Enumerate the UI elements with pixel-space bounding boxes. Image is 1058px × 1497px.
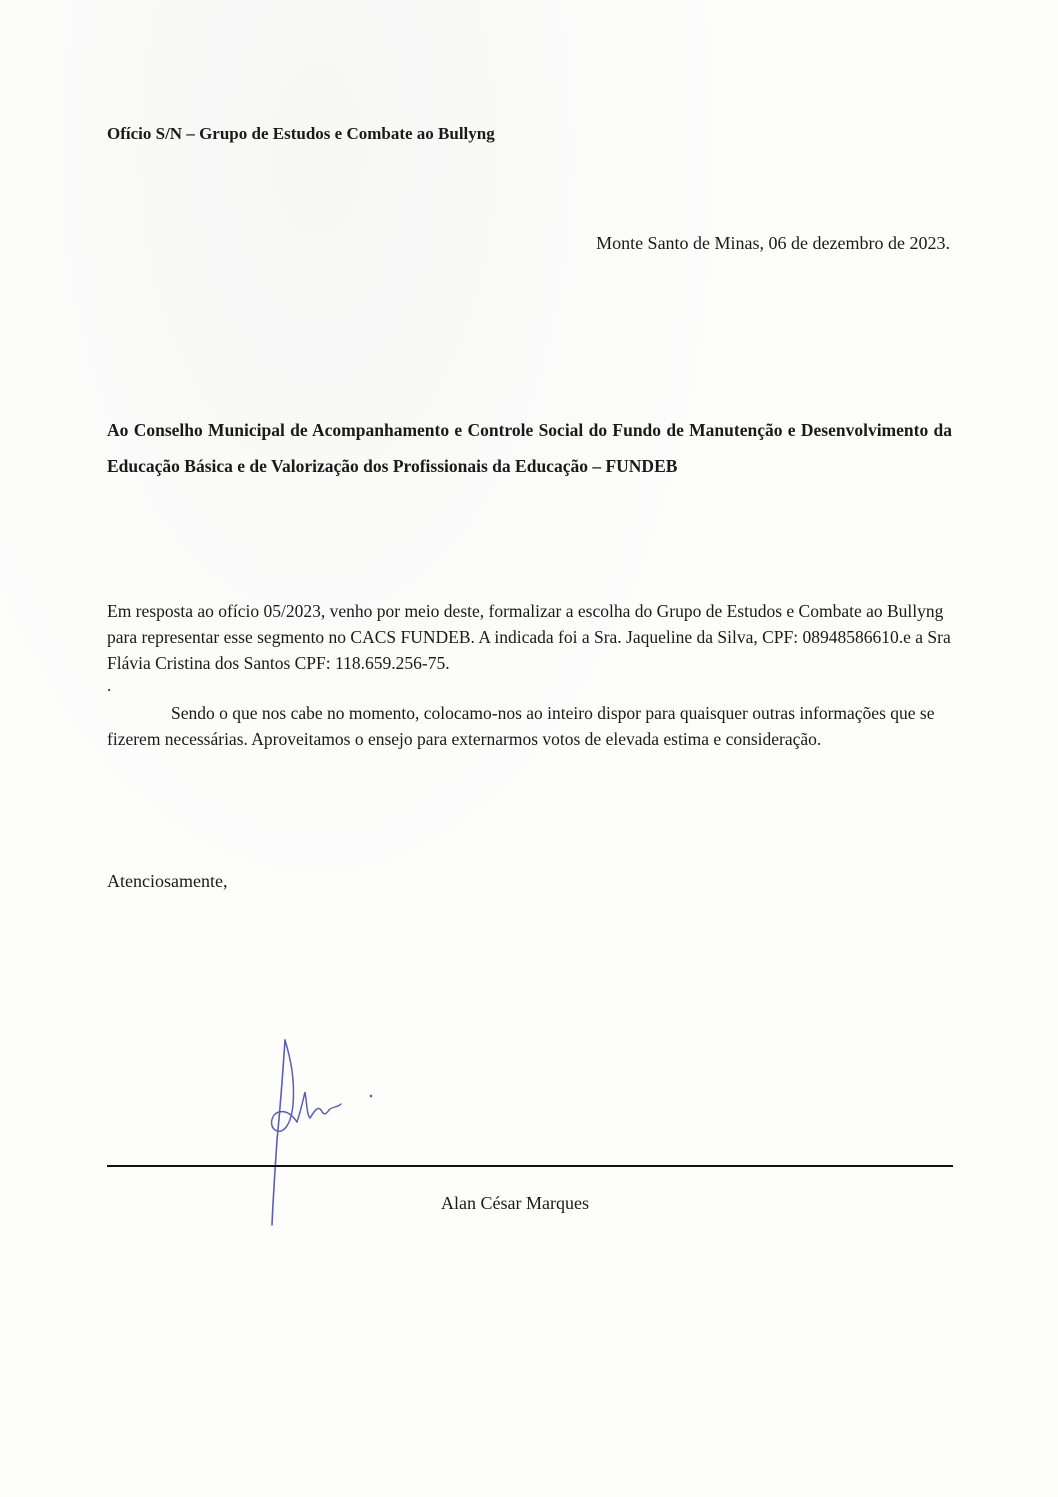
handwritten-signature [255, 1030, 395, 1230]
signature-line [107, 1165, 953, 1167]
place-and-date: Monte Santo de Minas, 06 de dezembro de 2023. [596, 233, 950, 253]
body-paragraph: Em resposta ao ofício 05/2023, venho por meio deste, formalizar a escolha do Grupo de Estudos e Combate ao Bullyng para representar esse segmento no CACS FUNDEB. A indicada foi a Sra. Jaqueline da Silva, CPF: 08948586610.e a Sra Flávia Cristina dos Santos CPF: 118.659.256-75. [107, 601, 951, 673]
salutation: Atenciosamente, [107, 871, 228, 891]
addressee-block: Ao Conselho Municipal de Acompanhamento e Controle Social do Fundo de Manutenção e Desenvolvimento da Educação Básica e de Valorização dos Profissionais da Educação – FUNDEB [107, 420, 952, 476]
stray-mark: . [107, 676, 112, 695]
signer-name: Alan César Marques [441, 1193, 589, 1213]
closing-paragraph: Sendo o que nos cabe no momento, colocamo-nos ao inteiro dispor para quaisquer outras informações que se fizerem necessárias. Aproveitamos o ensejo para externarmos votos de elevada estima e consideração. [107, 703, 935, 749]
document-reference: Ofício S/N – Grupo de Estudos e Combate ao Bullyng [107, 124, 495, 143]
